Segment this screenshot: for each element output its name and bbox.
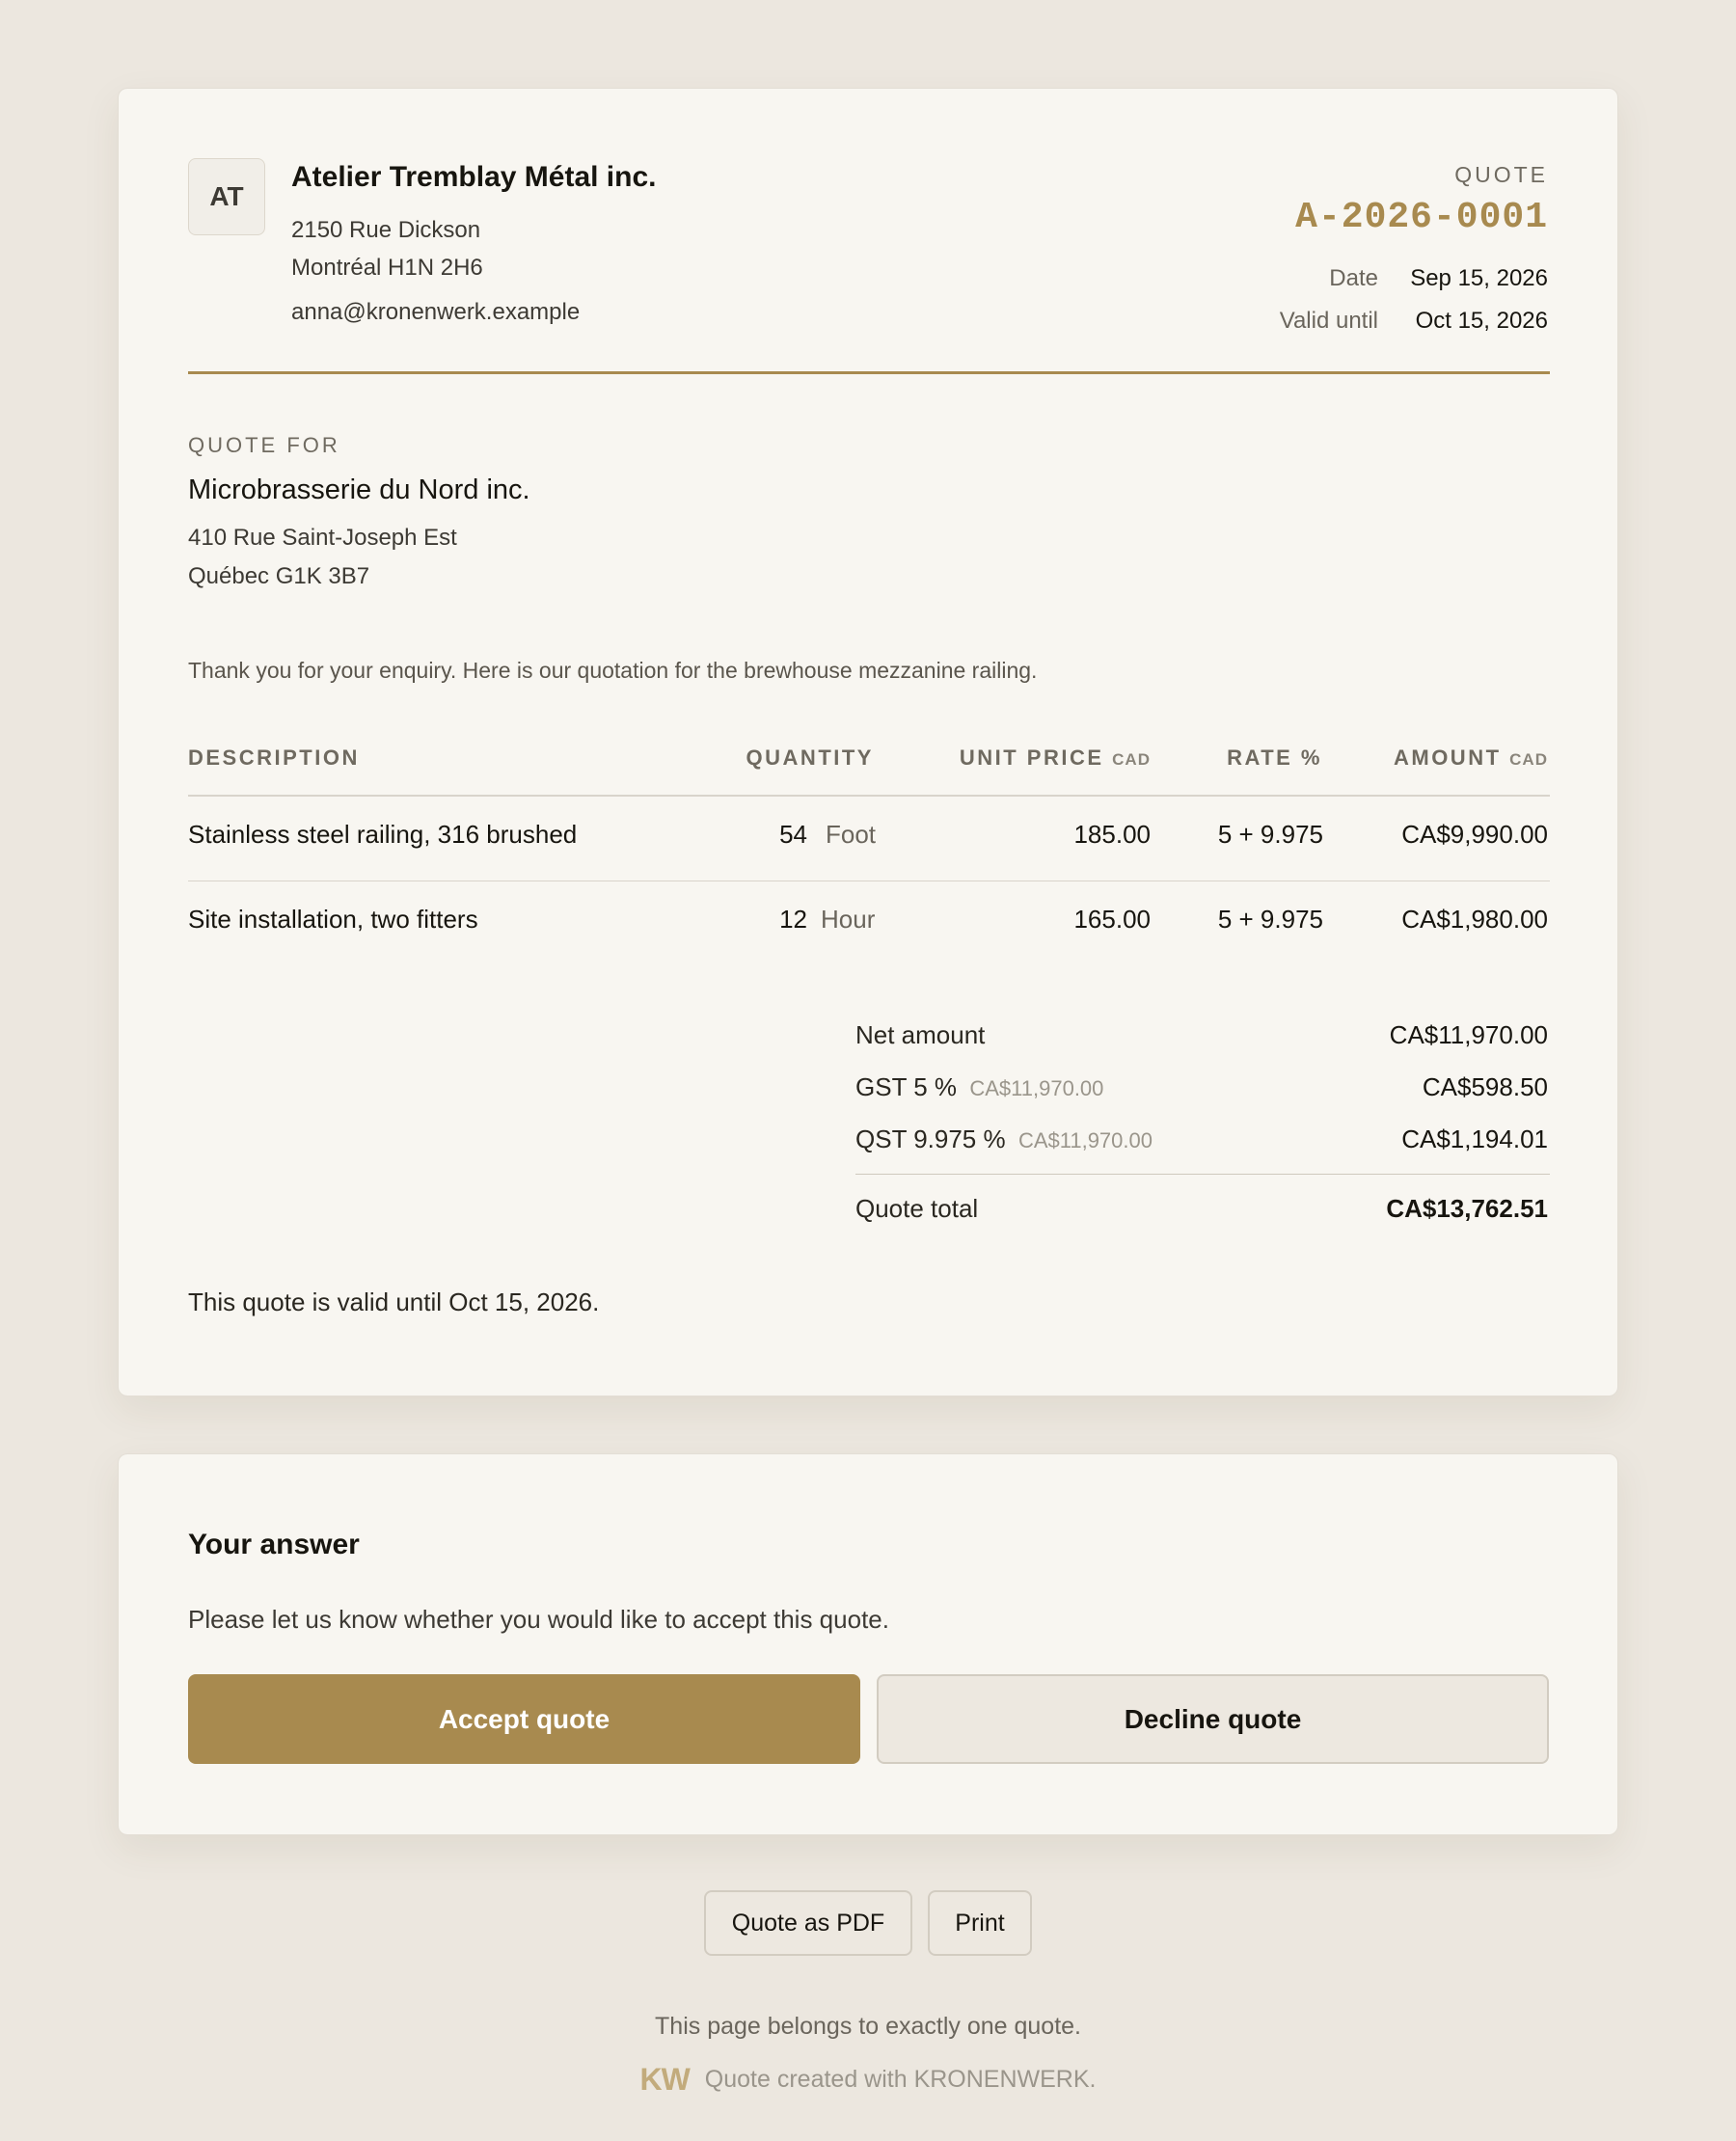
- net-amount-value: CA$11,970.00: [1389, 1020, 1548, 1049]
- quote-label: QUOTE: [1454, 162, 1548, 187]
- valid-until-label: Valid until: [1279, 308, 1378, 334]
- row1-description: Stainless steel railing, 316 brushed: [188, 820, 578, 849]
- answer-card: [118, 1453, 1618, 1835]
- brand-text: Quote created with KRONENWERK.: [704, 2066, 1097, 2093]
- row2-rate: 5 + 9.975: [1217, 905, 1323, 934]
- client-name: Microbrasserie du Nord inc.: [188, 474, 530, 505]
- decline-quote-button[interactable]: Decline quote: [877, 1674, 1549, 1764]
- company-email: anna@kronenwerk.example: [291, 299, 581, 325]
- answer-text: Please let us know whether you would like to accept this quote.: [188, 1605, 889, 1634]
- row2-unit-price: 165.00: [1073, 905, 1151, 934]
- header-divider: [188, 371, 1550, 374]
- quote-card: [118, 88, 1618, 1396]
- qst-value: CA$1,194.01: [1401, 1125, 1548, 1153]
- row2-unit: Hour: [821, 905, 876, 934]
- gst-value: CA$598.50: [1422, 1072, 1548, 1101]
- row1-amount: CA$9,990.00: [1401, 820, 1548, 849]
- col-unit-price-label: UNIT PRICE: [959, 745, 1104, 770]
- qst-line: [855, 1125, 1153, 1154]
- validity-note: This quote is valid until Oct 15, 2026.: [188, 1287, 600, 1316]
- row1-unit: Foot: [826, 820, 877, 849]
- company-street: 2150 Rue Dickson: [291, 217, 481, 243]
- footer-note: This page belongs to exactly one quote.: [655, 2013, 1081, 2040]
- net-amount-label: Net amount: [855, 1020, 986, 1049]
- accept-quote-button[interactable]: Accept quote: [188, 1674, 860, 1764]
- quote-date: Sep 15, 2026: [1410, 265, 1548, 291]
- col-amount: [1394, 745, 1548, 771]
- row1-unit-price: 185.00: [1073, 820, 1151, 849]
- quote-for-label: QUOTE FOR: [188, 433, 340, 457]
- row1-rate: 5 + 9.975: [1217, 820, 1323, 849]
- col-rate: RATE %: [1227, 745, 1322, 770]
- answer-title: Your answer: [188, 1529, 360, 1560]
- qst-base: CA$11,970.00: [1017, 1128, 1153, 1152]
- col-unit-price: [960, 745, 1151, 771]
- company-name: Atelier Tremblay Métal inc.: [291, 161, 657, 193]
- col-unit-price-currency: CAD: [1112, 750, 1151, 769]
- col-quantity: QUANTITY: [746, 745, 874, 770]
- gst-line: [855, 1072, 1103, 1102]
- row2-description: Site installation, two fitters: [188, 905, 478, 934]
- gst-base: CA$11,970.00: [969, 1076, 1104, 1100]
- gst-label: GST 5 %: [855, 1072, 958, 1101]
- col-description: DESCRIPTION: [188, 745, 360, 770]
- company-city: Montréal H1N 2H6: [291, 255, 483, 281]
- intro-text: Thank you for your enquiry. Here is our quotation for the brewhouse mezzanine railing.: [188, 658, 1038, 683]
- col-amount-label: AMOUNT: [1393, 745, 1502, 770]
- totals-rule: [855, 1174, 1550, 1175]
- col-amount-currency: CAD: [1509, 750, 1548, 769]
- table-header-rule: [188, 795, 1550, 797]
- kronenwerk-logo: KW: [639, 2062, 690, 2097]
- company-avatar: AT: [188, 158, 265, 235]
- client-street: 410 Rue Saint-Joseph Est: [188, 525, 457, 551]
- quote-total-label: Quote total: [855, 1194, 979, 1223]
- quote-pdf-button[interactable]: Quote as PDF: [704, 1890, 912, 1956]
- row2-amount: CA$1,980.00: [1401, 905, 1548, 934]
- row2-qty: 12: [779, 905, 807, 934]
- date-label: Date: [1329, 265, 1378, 291]
- row1-qty: 54: [779, 820, 807, 849]
- qst-label: QST 9.975 %: [855, 1125, 1006, 1153]
- quote-total-value: CA$13,762.51: [1386, 1194, 1548, 1223]
- valid-until-date: Oct 15, 2026: [1415, 308, 1548, 334]
- client-city: Québec G1K 3B7: [188, 563, 370, 589]
- quote-number: A-2026-0001: [1295, 197, 1548, 238]
- footer-brand: [0, 2062, 1736, 2098]
- print-button[interactable]: Print: [928, 1890, 1032, 1956]
